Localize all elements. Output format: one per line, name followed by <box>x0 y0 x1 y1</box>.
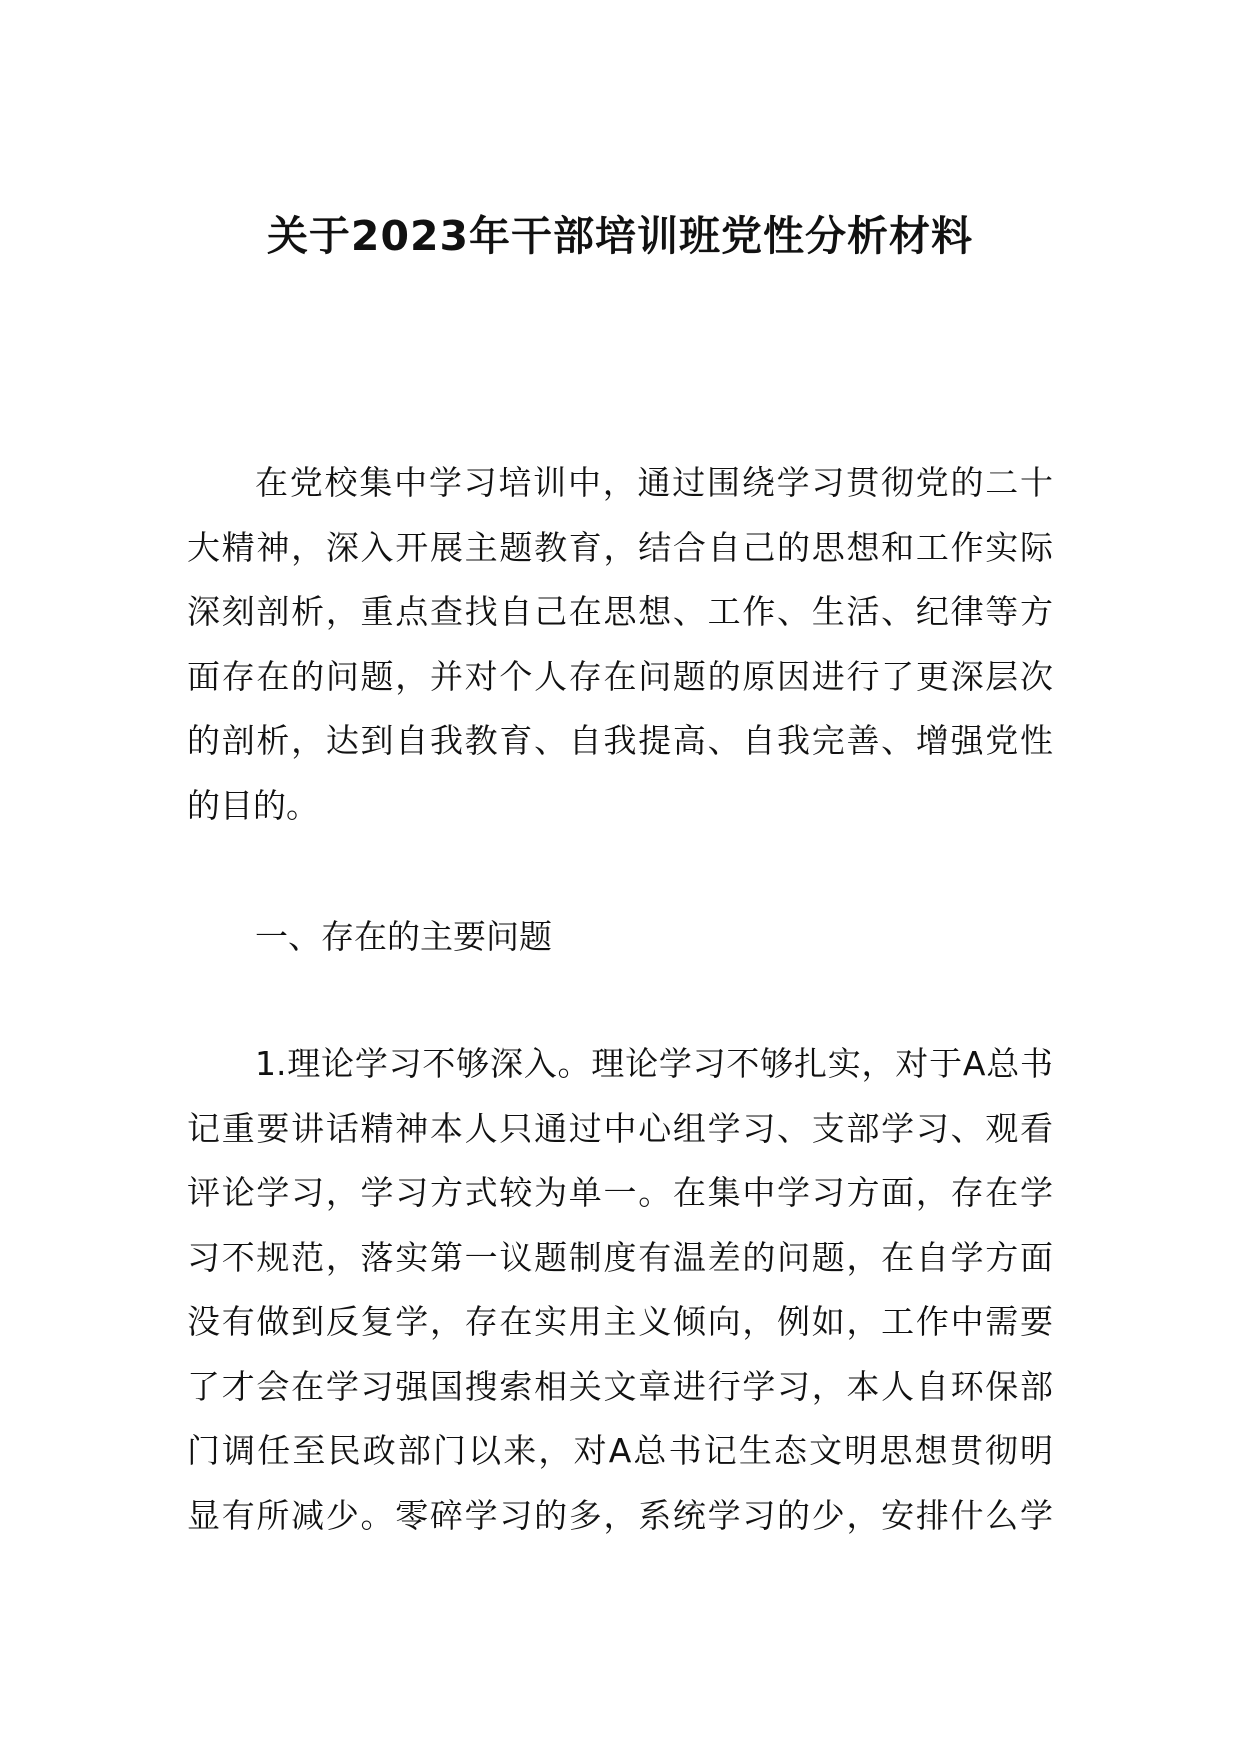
item-1-paragraph <box>187 1032 1053 1548</box>
intro-paragraph <box>187 451 1053 838</box>
text-line: 记重要讲话精神本人只通过中心组学习、支部学习、观看 <box>187 1108 1053 1148</box>
text-line: 评论学习，学习方式较为单一。在集中学习方面，存在学 <box>187 1173 1053 1212</box>
document-title: 关于2023年干部培训班党性分析材料 <box>266 212 974 260</box>
section-heading-text: 一、存在的主要问题 <box>255 917 552 956</box>
text-line: 面存在的问题，并对个人存在问题的原因进行了更深层次 <box>187 656 1053 696</box>
text-line: 没有做到反复学，存在实用主义倾向，例如，工作中需要 <box>187 1302 1053 1341</box>
text-line: 习不规范，落实第一议题制度有温差的问题，在自学方面 <box>187 1237 1053 1277</box>
text-line: 的剖析，达到自我教育、自我提高、自我完善、增强党性 <box>187 721 1053 760</box>
text-line: 的目的。 <box>187 785 319 825</box>
text-line: 显有所减少。零碎学习的多，系统学习的少，安排什么学 <box>187 1495 1053 1535</box>
text-line: 1.理论学习不够深入。理论学习不够扎实，对于A总书 <box>255 1044 1053 1083</box>
text-line: 门调任至民政部门以来，对A总书记生态文明思想贯彻明 <box>187 1431 1053 1470</box>
text-line: 了才会在学习强国搜索相关文章进行学习，本人自环保部 <box>187 1366 1053 1406</box>
text-line: 大精神，深入开展主题教育，结合自己的思想和工作实际 <box>187 527 1053 567</box>
text-line: 在党校集中学习培训中，通过围绕学习贯彻党的二十 <box>255 463 1053 502</box>
text-line: 深刻剖析，重点查找自己在思想、工作、生活、纪律等方 <box>187 592 1053 631</box>
section-heading <box>187 905 1053 970</box>
